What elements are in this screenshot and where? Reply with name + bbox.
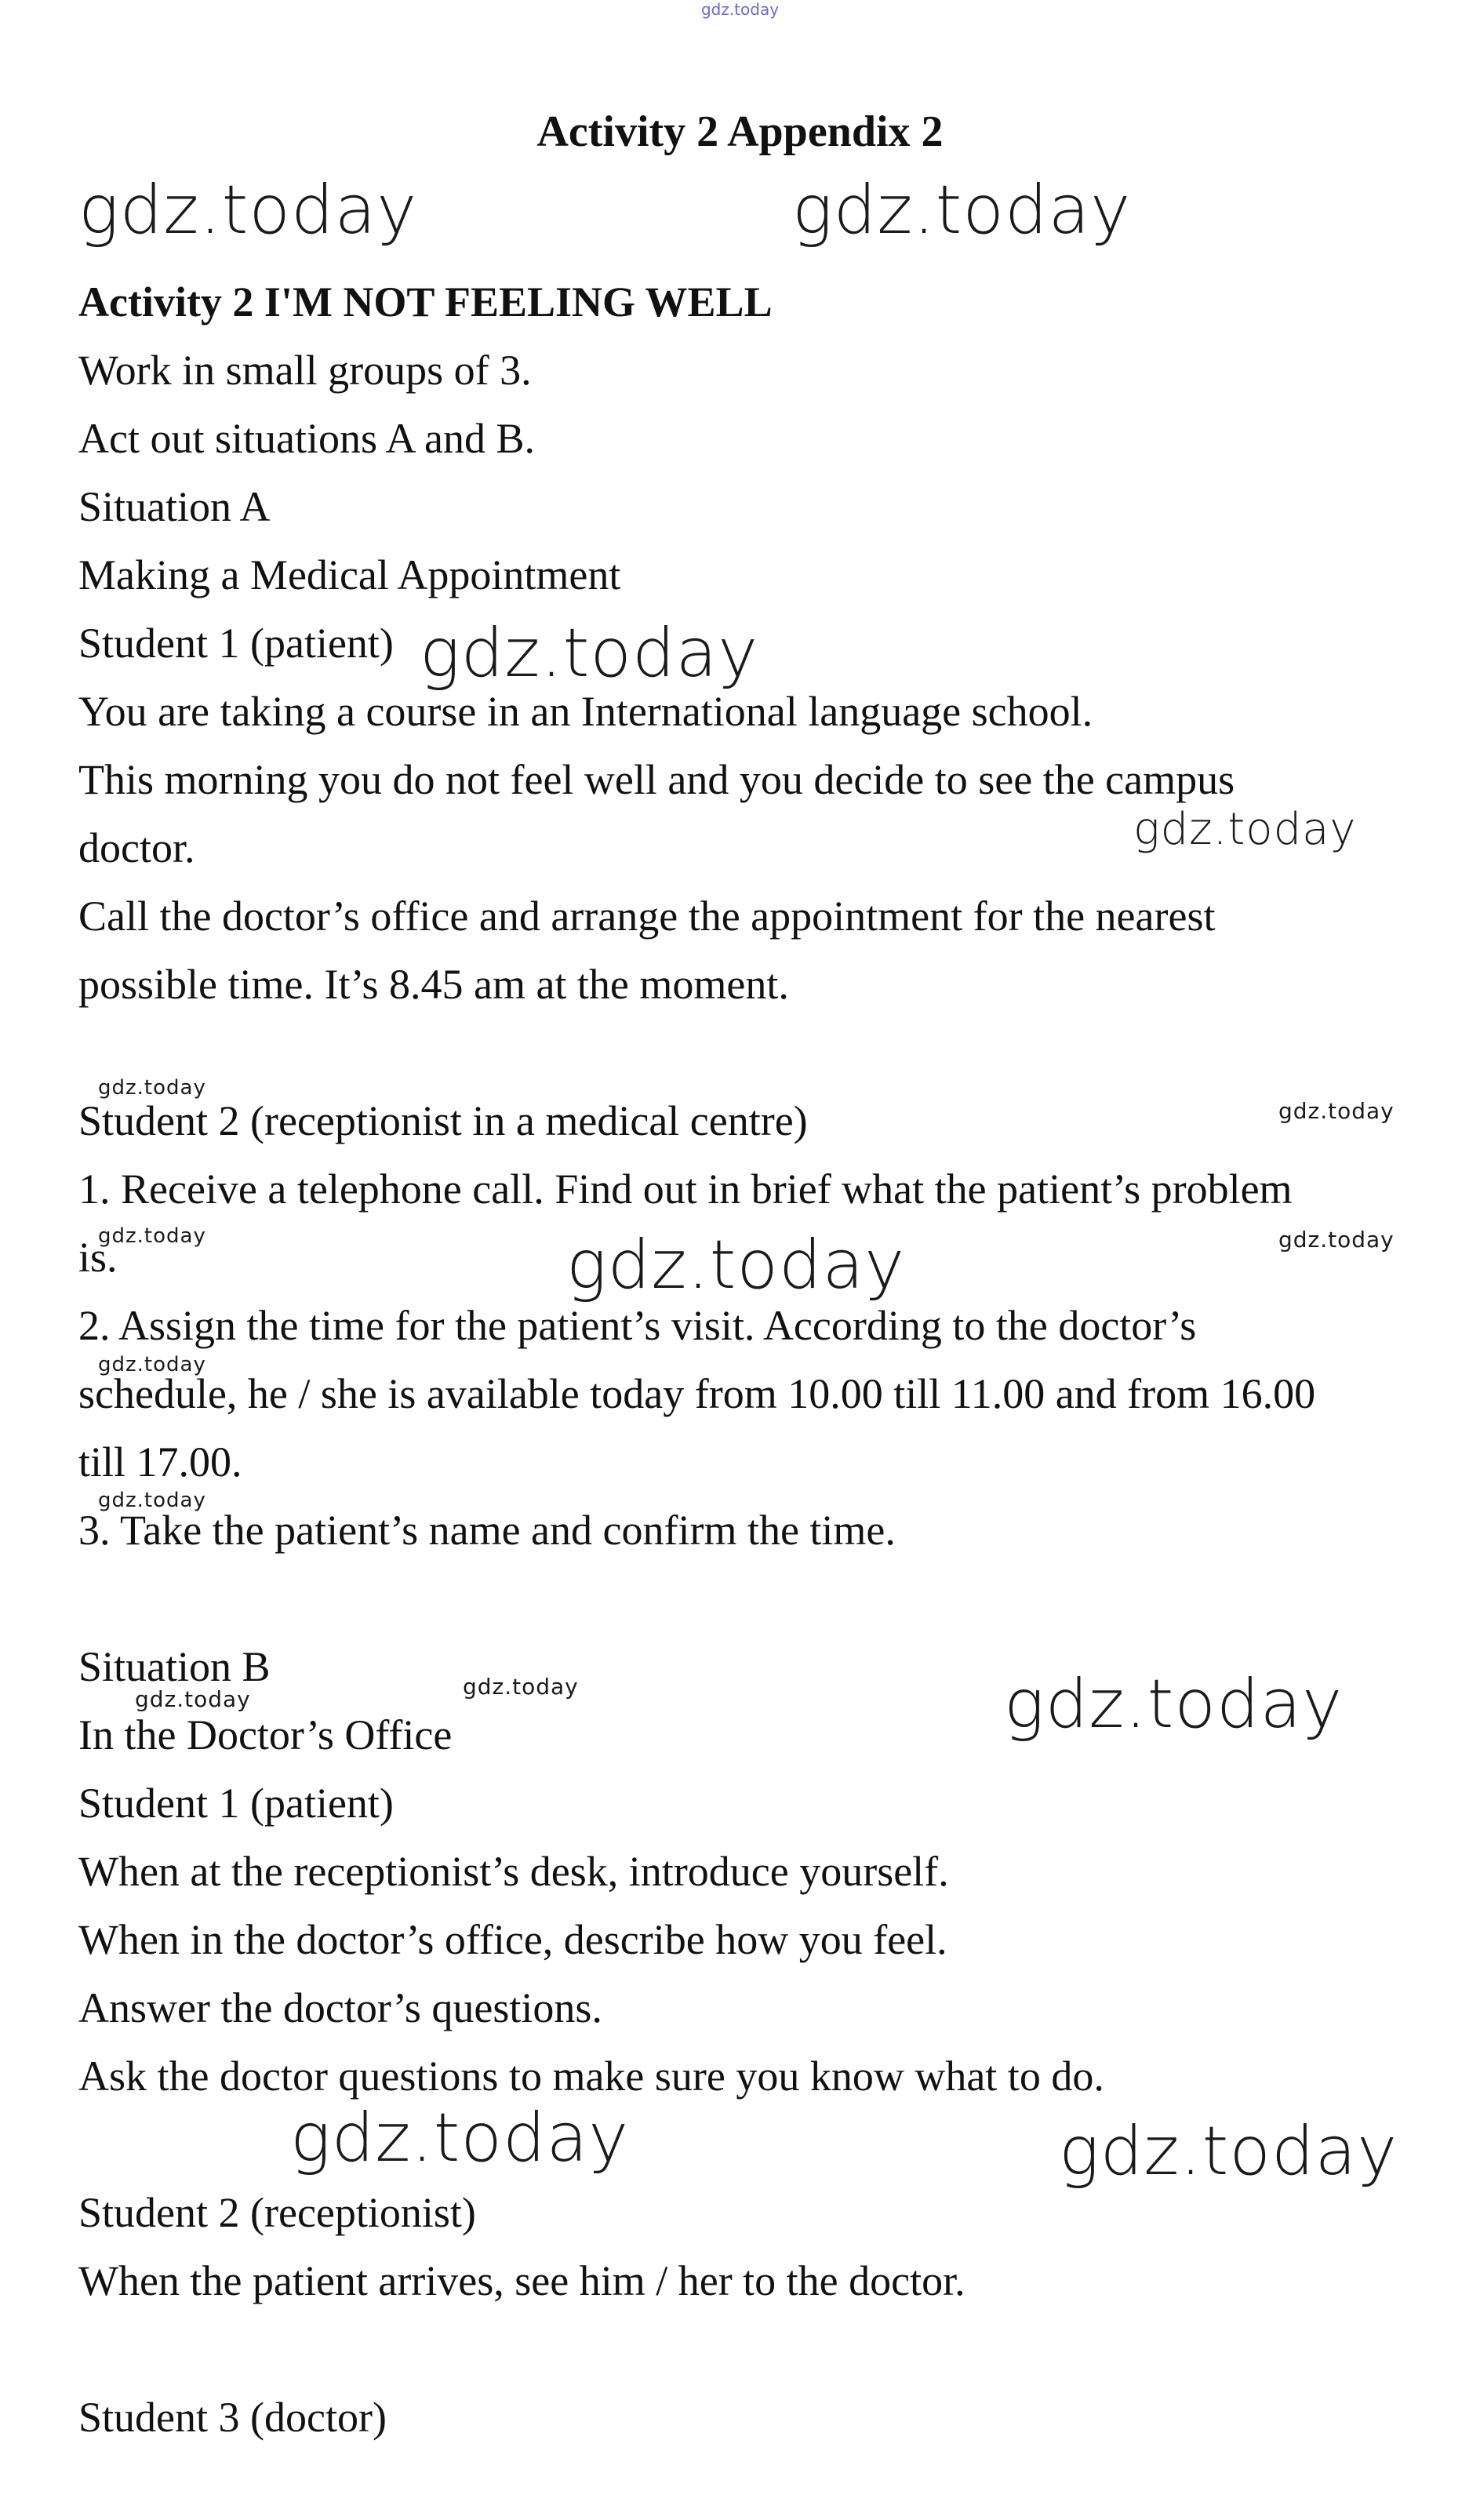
text-line: Situation A — [78, 483, 271, 530]
watermark: gdz.today — [1059, 2112, 1398, 2191]
text-line: Student 1 (patient) — [78, 620, 394, 667]
watermark: gdz.today — [792, 171, 1132, 249]
watermark: gdz.today — [135, 1686, 251, 1712]
text-line: Work in small groups of 3. — [78, 347, 532, 394]
page-title: Activity 2 Appendix 2 — [536, 107, 944, 156]
text-line: When at the receptionist’s desk, introduce yourself. — [78, 1848, 949, 1895]
watermark: gdz.today — [98, 1224, 206, 1248]
text-line: schedule, he / she is available today from 10.00 till 11.00 and from 16.00 — [78, 1370, 1316, 1417]
watermark: gdz.today — [98, 1076, 206, 1100]
activity-heading: Activity 2 I'M NOT FEELING WELL — [78, 278, 773, 325]
text-line: This morning you do not feel well and you decide to see the campus — [78, 756, 1235, 803]
text-line: In the Doctor’s Office — [78, 1711, 453, 1758]
text-line: 1. Receive a telephone call. Find out in brief what the patient’s problem — [78, 1165, 1293, 1213]
text-line: You are taking a course in an International language school. — [78, 688, 1093, 735]
text-line: is. — [78, 1234, 118, 1281]
text-line: possible time. It’s 8.45 am at the moment. — [78, 961, 789, 1008]
watermark: gdz.today — [463, 1674, 579, 1700]
watermark: gdz.today — [1004, 1665, 1344, 1744]
text-line: When the patient arrives, see him / her to the doctor. — [78, 2257, 965, 2304]
watermark: gdz.today — [566, 1226, 906, 1304]
text-line: 2. Assign the time for the patient’s visit. According to the doctor’s — [78, 1302, 1197, 1349]
text-line: till 17.00. — [78, 1438, 242, 1485]
text-line: Student 2 (receptionist in a medical centre) — [78, 1097, 808, 1144]
text-line: Student 1 (patient) — [78, 1780, 394, 1827]
text-line: Student 2 (receptionist) — [78, 2189, 476, 2236]
text-line: Student 3 (doctor) — [78, 2394, 387, 2441]
watermark: gdz.today — [78, 171, 418, 249]
watermark: gdz.today — [98, 1489, 206, 1512]
text-line: doctor. — [78, 824, 195, 871]
text-line: Making a Medical Appointment — [78, 551, 621, 598]
watermark: gdz.today — [1278, 1098, 1395, 1124]
text-line: 3. Take the patient’s name and confirm the time. — [78, 1507, 896, 1554]
watermark: gdz.today — [420, 614, 759, 693]
text-line: When in the doctor’s office, describe how you feel. — [78, 1916, 947, 1963]
text-line: Answer the doctor’s questions. — [78, 1984, 602, 2031]
text-line: Act out situations A and B. — [78, 415, 536, 462]
watermark: gdz.today — [98, 1353, 206, 1376]
header-watermark: gdz.today — [700, 0, 780, 19]
watermark: gdz.today — [1133, 804, 1357, 855]
watermark: gdz.today — [290, 2099, 630, 2177]
text-line: Call the doctor’s office and arrange the appointment for the nearest — [78, 893, 1216, 940]
watermark: gdz.today — [1278, 1227, 1395, 1253]
text-line: Ask the doctor questions to make sure you know what to do. — [78, 2053, 1104, 2100]
text-line: Situation B — [78, 1643, 271, 1690]
